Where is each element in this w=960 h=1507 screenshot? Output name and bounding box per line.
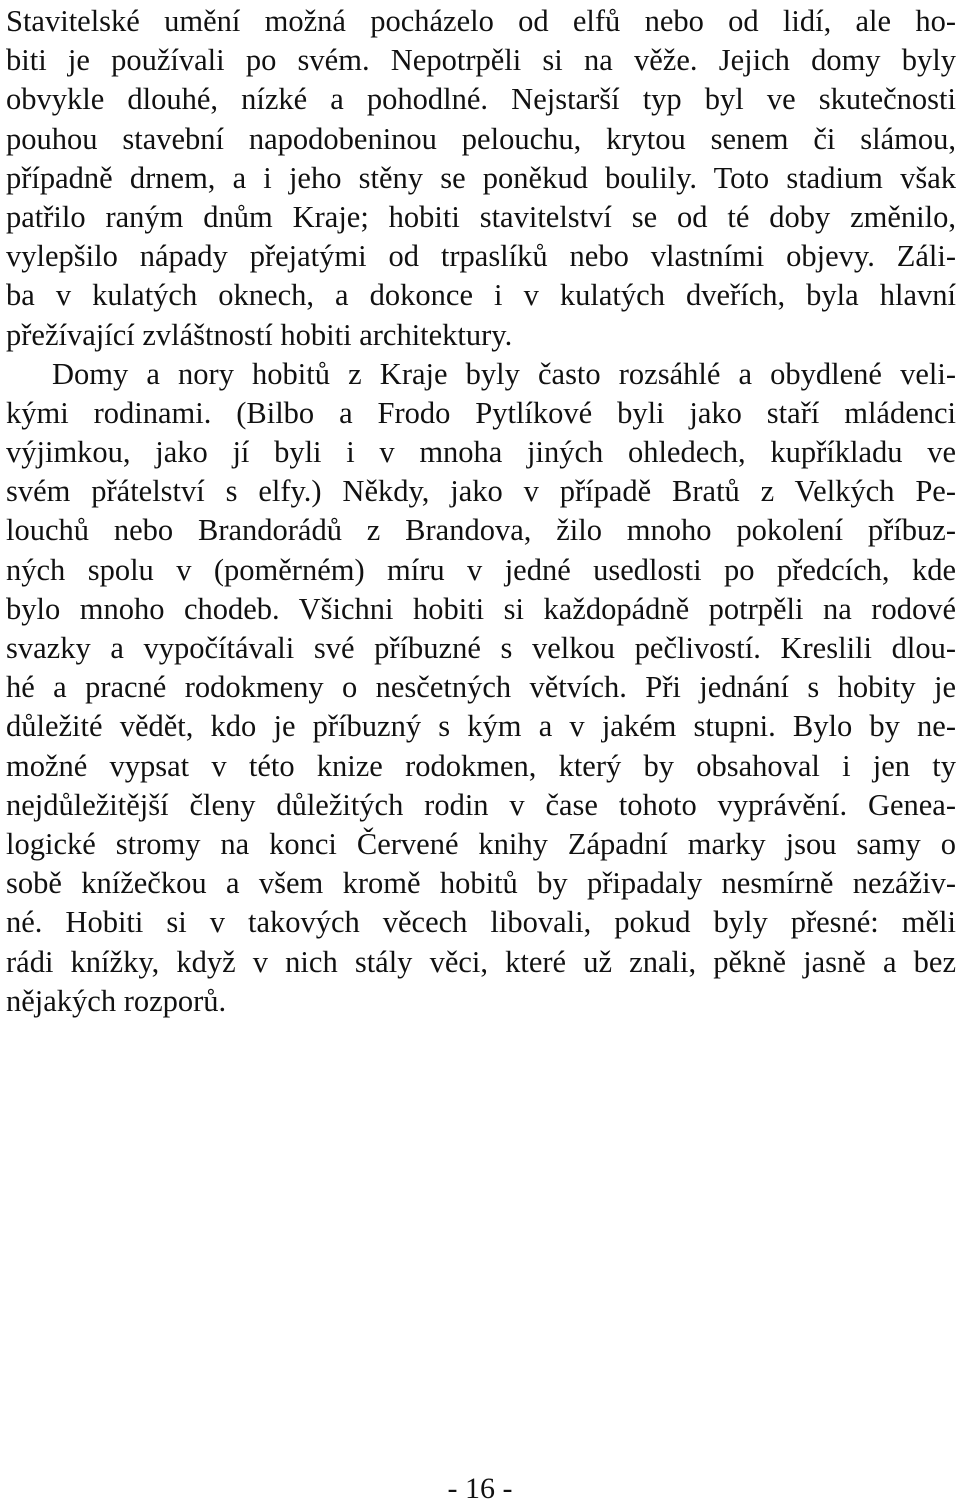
paragraph: [6, 355, 956, 1021]
text-line: důležité vědět, kdo je příbuzný s kým a v jakém stupni. Bylo by ne-: [6, 709, 956, 744]
text-line: pouhou stavební napodobeninou pelouchu, krytou senem či slámou,: [6, 121, 956, 156]
page-number: - 16 -: [447, 1472, 513, 1505]
body-text: [6, 2, 956, 1021]
paragraph: [6, 2, 956, 355]
text-line: obvykle dlouhé, nízké a pohodlné. Nejstarší typ byl ve skutečnosti: [6, 82, 956, 117]
text-line: možné vypsat v této knize rodokmen, který by obsahoval i jen ty: [6, 748, 956, 783]
text-line: hé a pracné rodokmeny o nesčetných větvích. Při jednání s hobity je: [6, 670, 956, 705]
text-line: případně drnem, a i jeho stěny se poněkud boulily. Toto stadium však: [6, 160, 956, 195]
text-line: svém přátelství s elfy.) Někdy, jako v případě Bratů z Velkých Pe-: [6, 474, 956, 509]
text-line: kými rodinami. (Bilbo a Frodo Pytlíkové byli jako staří mládenci: [6, 395, 956, 430]
text-line: louchů nebo Brandorádů z Brandova, žilo mnoho pokolení příbuz-: [6, 513, 956, 548]
text-line: rádi knížky, když v nich stály věci, které už znali, pěkně jasně a bez: [6, 944, 956, 979]
text-line: bylo mnoho chodeb. Všichni hobiti si každopádně potrpěli na rodové: [6, 591, 956, 626]
text-line: nějakých rozporů.: [6, 983, 227, 1018]
text-line: vylepšilo nápady přejatými od trpaslíků nebo vlastními objevy. Záli-: [6, 239, 956, 274]
text-line: nejdůležitější členy důležitých rodin v čase tohoto vyprávění. Genea-: [6, 787, 956, 822]
text-line: přežívající zvláštností hobiti architektury.: [6, 317, 513, 352]
text-line: sobě knížečkou a všem kromě hobitů by připadaly nesmírně nezáživ-: [6, 866, 956, 901]
text-line: svazky a vypočítávali své příbuzné s velkou pečlivostí. Kreslili dlou-: [6, 631, 956, 665]
text-line: výjimkou, jako jí byli i v mnoha jiných ohledech, kupříkladu ve: [6, 435, 956, 470]
text-line: Stavitelské umění možná pocházelo od elfů nebo od lidí, ale ho-: [6, 4, 956, 38]
text-line: né. Hobiti si v takových věcech libovali, pokud byly přesné: měli: [6, 905, 956, 940]
text-line: biti je používali po svém. Nepotrpěli si na věže. Jejich domy byly: [6, 43, 956, 78]
text-line: patřilo raným dnům Kraje; hobiti stavitelství se od té doby změnilo,: [6, 199, 956, 234]
text-line: logické stromy na konci Červené knihy Západní marky jsou samy o: [6, 826, 956, 861]
text-line: Domy a nory hobitů z Kraje byly často rozsáhlé a obydlené veli-: [52, 356, 956, 391]
text-line: ných spolu v (poměrném) míru v jedné usedlosti po předcích, kde: [6, 552, 956, 587]
text-line: ba v kulatých oknech, a dokonce i v kulatých dveřích, byla hlavní: [6, 278, 956, 313]
